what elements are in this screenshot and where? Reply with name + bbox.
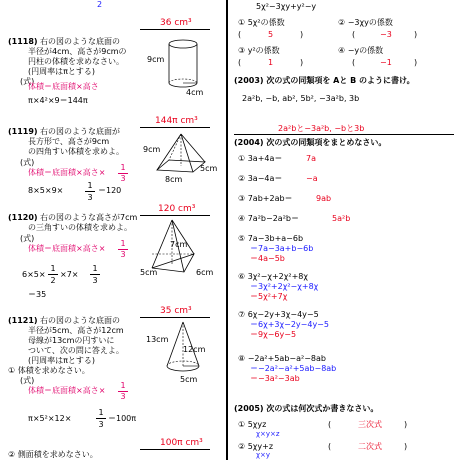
frac-den: 3 — [87, 193, 93, 202]
answer-line — [140, 449, 210, 450]
formula: 体積＝底面積×高さ× — [28, 168, 106, 177]
item-step: χ×y — [256, 451, 271, 459]
answer-line — [140, 317, 210, 318]
frac-num: 1 — [92, 264, 98, 273]
item-answer: ＝−3a²−3ab — [250, 374, 300, 383]
question-line: (円周率はπとする) — [28, 356, 96, 365]
calculation-result: ＝120 — [98, 186, 122, 195]
frac-num: 1 — [120, 163, 126, 172]
fig-slant-label: 13cm — [146, 335, 169, 344]
frac-num: 1 — [120, 239, 126, 248]
left-column — [0, 0, 226, 460]
item: ① 3a+4a＝ — [238, 154, 283, 163]
item-answer: 9ab — [316, 194, 332, 203]
paren: ( — [352, 30, 356, 39]
paren: ) — [300, 58, 304, 67]
frac-den: 3 — [98, 420, 104, 429]
frac-den: 3 — [120, 250, 126, 259]
coef-question: ④ −yの係数 — [338, 46, 384, 55]
answer-1120: 120 cm³ — [158, 204, 196, 214]
item: ⑧ −2a²+5ab−a²−8ab — [238, 354, 326, 363]
calculation-result: ＝100π — [108, 414, 137, 423]
question-line: 円柱の体積を求めなさい。 — [28, 57, 124, 66]
frac-num: 1 — [87, 181, 93, 190]
coef-question: ③ y²の係数 — [238, 46, 280, 55]
question-line: の四角すい体積を求めよ。 — [28, 147, 124, 156]
item: ② 5χy+z — [238, 442, 274, 451]
answer-1119: 144π cm³ — [155, 116, 198, 126]
answer-line — [140, 215, 210, 216]
shiki-label: (式) — [20, 234, 35, 243]
item: ④ 7a²b−2a²b＝ — [238, 214, 299, 223]
item-step: ＝7a−3a+b−6b — [250, 244, 314, 253]
sub-question: ② 側面積を求めなさい。 — [8, 450, 98, 459]
problem-2005-title: (2005) 次の式は何次式か書きなさい。 — [234, 404, 379, 413]
formula: 体積＝底面積×高さ — [28, 82, 99, 91]
fig-radius-label: 5cm — [180, 375, 198, 384]
frac-den: 3 — [120, 174, 126, 183]
frac-bar — [85, 191, 95, 192]
calculation: π×4²×9＝144π — [28, 96, 88, 105]
problem-id: (1119) — [8, 127, 38, 136]
fig-side-label: 5cm — [140, 268, 158, 277]
item-step: ＝6χ+3χ−2y−4y−5 — [250, 320, 329, 329]
item-answer: −a — [306, 174, 318, 183]
question-line: (円周率はπとする) — [28, 67, 96, 76]
problem-2003-answer: 2a²bと−3a²b, −bと3b — [278, 124, 365, 133]
pyramid-figure — [155, 132, 218, 182]
item: ⑥ 3χ²−χ+2χ²+8χ — [238, 272, 308, 281]
item-answer: ＝9χ−6y−5 — [250, 330, 297, 339]
fig-side-label: 6cm — [196, 268, 214, 277]
formula: 体積＝底面積×高さ× — [28, 244, 106, 253]
coef-answer: −1 — [380, 58, 392, 67]
question-line: の三角すいの体積を求めよ。 — [28, 223, 132, 232]
frac-bar — [48, 274, 58, 275]
calculation: ×7× — [60, 270, 79, 279]
paren: ) — [404, 420, 408, 429]
problem-2003-title: (2003) 次の式の同類項を Aと B のように書け。 — [234, 76, 415, 85]
paren: ) — [414, 58, 418, 67]
frac-num: 1 — [120, 381, 126, 390]
coef-question: ② −3χyの係数 — [338, 18, 393, 27]
answer-line — [234, 134, 454, 135]
question-line: 半径が5cm、高さが12cm — [28, 326, 124, 335]
frac-bar — [90, 274, 100, 275]
answer-1121: 35 cm³ — [160, 306, 192, 316]
question-line: 長方形で、高さが9cm — [28, 137, 110, 146]
item: ⑦ 6χ−2y+3χ−4y−5 — [238, 310, 319, 319]
calculation-result: ＝35 — [28, 290, 47, 299]
top-answer: 2 — [97, 0, 103, 9]
problem-id: (1121) — [8, 316, 38, 325]
item-answer: 三次式 — [358, 420, 382, 429]
item-answer: 5a²b — [332, 214, 351, 223]
question-line: 半径が4cm、高さが9cmの — [28, 47, 127, 56]
fig-width-label: 8cm — [165, 175, 183, 184]
calculation: 6×5× — [22, 270, 46, 279]
answer-line — [140, 29, 210, 30]
answer-1121-2: 100π cm³ — [160, 438, 203, 448]
frac-den: 3 — [92, 276, 98, 285]
frac-num: 1 — [50, 264, 56, 273]
fig-depth-label: 5cm — [200, 164, 218, 173]
fig-height-label: 7cm — [170, 240, 188, 249]
coef-answer: 5 — [268, 30, 274, 39]
item-step: χ×y×z — [256, 430, 280, 438]
frac-den: 3 — [120, 392, 126, 401]
problem-id: (1118) — [8, 37, 38, 46]
frac-num: 1 — [98, 408, 104, 417]
coef-answer: −3 — [380, 30, 392, 39]
calculation: 8×5×9× — [28, 186, 64, 195]
frac-bar — [96, 418, 106, 419]
sub-question: ① 体積を求めなさい。 — [8, 366, 90, 375]
problem-2004-title: (2004) 次の式の同類項をまとめなさい。 — [234, 138, 387, 147]
question-line: ついて、次の問に答えよ。 — [28, 346, 124, 355]
coef-question: ① 5χ²の係数 — [238, 18, 285, 27]
paren: ( — [328, 442, 332, 451]
paren: ) — [404, 442, 408, 451]
frac-den: 2 — [50, 276, 56, 285]
formula: 体積＝底面積×高さ× — [28, 386, 106, 395]
item: ② 3a−4a＝ — [238, 174, 283, 183]
item-step: ＝−2a²−a²+5ab−8ab — [250, 364, 337, 373]
question-line: 右の図のような底面が — [40, 127, 120, 136]
item-answer: ＝5χ²+7χ — [250, 292, 288, 301]
problem-id: (1120) — [8, 213, 38, 222]
fig-height-label: 9cm — [147, 55, 165, 64]
answer-1118: 36 cm³ — [160, 18, 192, 28]
shiki-label: (式) — [20, 158, 35, 167]
problem-2003-expression: 2a²b, −b, ab², 5b², −3a²b, 3b — [242, 94, 360, 103]
shiki-label: (式) — [20, 77, 35, 86]
item: ① 5χyz — [238, 420, 267, 429]
paren: ( — [352, 58, 356, 67]
paren: ( — [238, 58, 242, 67]
question-line: 右の図のような高さが7cm — [40, 213, 138, 222]
item: ⑤ 7a−3b+a−6b — [238, 234, 304, 243]
answer-line — [140, 127, 210, 128]
coef-answer: 1 — [268, 58, 274, 67]
paren: ( — [238, 30, 242, 39]
question-line: 右の図のような底面の — [40, 37, 120, 46]
fig-height-label: 12cm — [183, 345, 206, 354]
item-answer: 7a — [306, 154, 316, 163]
top-expression: 5χ²−3χy+y²−y — [256, 2, 317, 11]
item-answer: ＝4a−5b — [250, 254, 285, 263]
question-line: 母線が13cmの円すいに — [28, 336, 115, 345]
paren: ( — [328, 420, 332, 429]
right-column — [228, 0, 460, 460]
fig-height-label: 9cm — [143, 145, 161, 154]
item-answer: 二次式 — [358, 442, 382, 451]
paren: ) — [300, 30, 304, 39]
paren: ) — [414, 30, 418, 39]
shiki-label: (式) — [20, 376, 35, 385]
fig-radius-label: 4cm — [186, 88, 204, 97]
question-line: 右の図のような底面の — [40, 316, 120, 325]
item: ③ 7ab+2ab＝ — [238, 194, 293, 203]
item-step: ＝3χ²+2χ²−χ+8χ — [250, 282, 319, 291]
calculation: π×5²×12× — [28, 414, 72, 423]
